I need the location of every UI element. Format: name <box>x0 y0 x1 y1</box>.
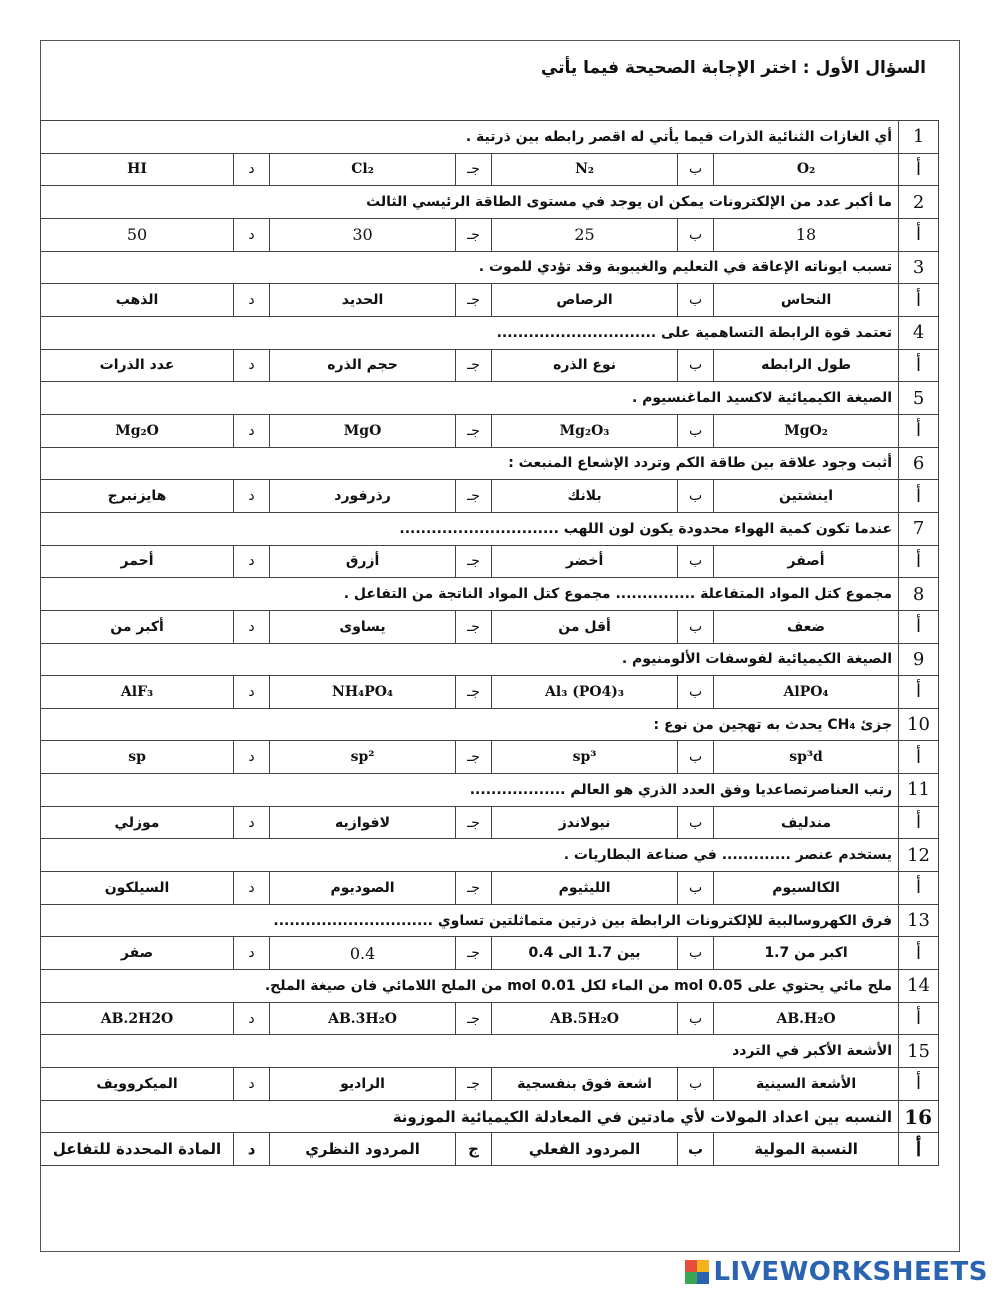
option-letter: جـ <box>456 806 492 839</box>
answer-option[interactable]: اشعة فوق بنفسجية <box>492 1068 678 1101</box>
options-row <box>41 545 939 578</box>
options-row <box>41 872 939 905</box>
option-letter: أ <box>899 610 939 643</box>
answer-option[interactable]: المادة المحددة للتفاعل <box>41 1133 234 1166</box>
answer-option[interactable]: sp² <box>270 741 456 774</box>
option-letter: أ <box>899 937 939 970</box>
question-text: ملح مائي يحتوي على 0.05 mol من الماء لكل 0.01 mol من الملح اللامائي فان صيغة الملح. <box>41 970 899 1003</box>
option-letter: ب <box>678 937 714 970</box>
option-letter: ب <box>678 1133 714 1166</box>
answer-option[interactable]: الرصاص <box>492 284 678 317</box>
option-letter: ب <box>678 1068 714 1101</box>
option-letter: جـ <box>456 480 492 513</box>
option-letter: أ <box>899 545 939 578</box>
answer-option[interactable]: MgO₂ <box>714 414 899 447</box>
question-row <box>41 774 939 807</box>
option-letter: أ <box>899 480 939 513</box>
question-row <box>41 970 939 1003</box>
option-letter: ب <box>678 741 714 774</box>
options-row <box>41 1068 939 1101</box>
option-letter: د <box>234 414 270 447</box>
answer-option[interactable]: حجم الذره <box>270 349 456 382</box>
question-number: 3 <box>899 251 939 284</box>
question-number: 14 <box>899 970 939 1003</box>
answer-option[interactable]: الذهب <box>41 284 234 317</box>
options-row <box>41 284 939 317</box>
options-row <box>41 937 939 970</box>
answer-option[interactable]: AB.3H₂O <box>270 1002 456 1035</box>
option-letter: جـ <box>456 872 492 905</box>
question-row <box>41 186 939 219</box>
answer-option[interactable]: المردود النظري <box>270 1133 456 1166</box>
answer-option[interactable]: الميكروويف <box>41 1068 234 1101</box>
answer-option[interactable]: أخضر <box>492 545 678 578</box>
answer-option[interactable]: O₂ <box>714 153 899 186</box>
question-row <box>41 708 939 741</box>
options-row <box>41 414 939 447</box>
page-title: السؤال الأول : اختر الإجابة الصحيحة فيما يأتي <box>540 58 926 78</box>
option-letter: د <box>234 1133 270 1166</box>
option-letter: أ <box>899 806 939 839</box>
question-row <box>41 512 939 545</box>
options-row <box>41 610 939 643</box>
question-row <box>41 904 939 937</box>
answer-option[interactable]: AB.2H2O <box>41 1002 234 1035</box>
answer-option[interactable]: يساوى <box>270 610 456 643</box>
option-letter: جـ <box>456 610 492 643</box>
question-row <box>41 578 939 611</box>
option-letter: أ <box>899 414 939 447</box>
option-letter: ب <box>678 153 714 186</box>
option-letter: د <box>234 806 270 839</box>
answer-option[interactable]: عدد الذرات <box>41 349 234 382</box>
question-text: تسبب ايوناته الإعاقة في التعليم والغيبوبة وقد تؤدي للموت . <box>41 251 899 284</box>
question-number: 12 <box>899 839 939 872</box>
question-number: 5 <box>899 382 939 415</box>
answer-option[interactable]: أحمر <box>41 545 234 578</box>
logo-square-red <box>685 1260 697 1272</box>
options-row <box>41 153 939 186</box>
question-text: ما أكبر عدد من الإلكترونات يمكن ان يوجد في مستوى الطاقة الرئيسي الثالث <box>41 186 899 219</box>
question-text: مجموع كتل المواد المتفاعلة ............... مجموع كتل المواد الناتجة من التفاعل . <box>41 578 899 611</box>
option-letter: جـ <box>456 218 492 251</box>
answer-option[interactable]: الكالسيوم <box>714 872 899 905</box>
answer-option[interactable]: أزرق <box>270 545 456 578</box>
answer-option[interactable]: Mg₂O <box>41 414 234 447</box>
answer-option[interactable]: AB.H₂O <box>714 1002 899 1035</box>
question-row <box>41 839 939 872</box>
option-letter: ب <box>678 414 714 447</box>
question-number: 10 <box>899 708 939 741</box>
option-letter: أ <box>899 1002 939 1035</box>
question-row <box>41 643 939 676</box>
answer-option[interactable]: هايزنبرج <box>41 480 234 513</box>
answer-option[interactable]: sp³d <box>714 741 899 774</box>
answer-option[interactable]: بلانك <box>492 480 678 513</box>
question-row <box>41 251 939 284</box>
answer-option[interactable]: الليثيوم <box>492 872 678 905</box>
answer-option[interactable]: AlF₃ <box>41 676 234 709</box>
answer-option[interactable]: اكبر من 1.7 <box>714 937 899 970</box>
question-number: 2 <box>899 186 939 219</box>
answer-option[interactable]: النسبة المولية <box>714 1133 899 1166</box>
option-letter: د <box>234 741 270 774</box>
answer-option[interactable]: اينشتين <box>714 480 899 513</box>
answer-option[interactable]: المردود الفعلي <box>492 1133 678 1166</box>
option-letter: جـ <box>456 414 492 447</box>
option-letter: أ <box>899 872 939 905</box>
answer-option[interactable]: رذرفورد <box>270 480 456 513</box>
question-text: رتب العناصرتصاعديا وفق العدد الذري هو العالم .................. <box>41 774 899 807</box>
question-text: تعتمد قوة الرابطة التساهمية على .............................. <box>41 316 899 349</box>
answer-option[interactable]: MgO <box>270 414 456 447</box>
question-text: جزئ CH₄ يحدث به تهجين من نوع : <box>41 708 899 741</box>
answer-option[interactable]: نوع الذره <box>492 349 678 382</box>
option-letter: أ <box>899 218 939 251</box>
option-letter: جـ <box>456 676 492 709</box>
option-letter: ج <box>456 1133 492 1166</box>
option-letter: جـ <box>456 1002 492 1035</box>
answer-option[interactable]: Cl₂ <box>270 153 456 186</box>
answer-option[interactable]: N₂ <box>492 153 678 186</box>
logo-text: LIVEWORKSHEETS <box>713 1257 988 1287</box>
option-letter: د <box>234 1002 270 1035</box>
option-letter: د <box>234 872 270 905</box>
answer-option[interactable]: Al₃ (PO4)₃ <box>492 676 678 709</box>
logo-square-yellow <box>697 1260 709 1272</box>
options-row <box>41 676 939 709</box>
logo-square-blue <box>697 1272 709 1284</box>
answer-option[interactable]: AB.5H₂O <box>492 1002 678 1035</box>
answer-option[interactable]: طول الرابطه <box>714 349 899 382</box>
option-letter: د <box>234 284 270 317</box>
option-letter: ب <box>678 349 714 382</box>
option-letter: جـ <box>456 741 492 774</box>
option-letter: د <box>234 937 270 970</box>
option-letter: د <box>234 218 270 251</box>
question-number: 11 <box>899 774 939 807</box>
answer-option[interactable]: ضعف <box>714 610 899 643</box>
answer-option[interactable]: أقل من <box>492 610 678 643</box>
options-row <box>41 218 939 251</box>
option-letter: ب <box>678 218 714 251</box>
question-text: فرق الكهروسالبية للإلكترونات الرابطة بين ذرتين متماثلتين تساوي .............................. <box>41 904 899 937</box>
answer-option[interactable]: موزلي <box>41 806 234 839</box>
question-text: الأشعة الأكبر في التردد <box>41 1035 899 1068</box>
question-number: 15 <box>899 1035 939 1068</box>
option-letter: جـ <box>456 153 492 186</box>
options-row <box>41 349 939 382</box>
options-row <box>41 1002 939 1035</box>
answer-option[interactable]: sp³ <box>492 741 678 774</box>
question-text: الصيغة الكيميائية لاكسيد الماغنسيوم . <box>41 382 899 415</box>
option-letter: أ <box>899 1068 939 1101</box>
option-letter: جـ <box>456 1068 492 1101</box>
option-letter: أ <box>899 741 939 774</box>
answer-option[interactable]: أصفر <box>714 545 899 578</box>
option-letter: ب <box>678 480 714 513</box>
answer-option[interactable]: أكبر من <box>41 610 234 643</box>
question-text: النسبه بين اعداد المولات لأي مادتين في المعادلة الكيميائية الموزونة <box>41 1100 899 1133</box>
option-letter: جـ <box>456 284 492 317</box>
option-letter: ب <box>678 806 714 839</box>
question-text: الصيغة الكيميائية لفوسفات الألومنيوم . <box>41 643 899 676</box>
question-number: 9 <box>899 643 939 676</box>
question-number: 16 <box>899 1100 939 1133</box>
question-row <box>41 316 939 349</box>
option-letter: د <box>234 1068 270 1101</box>
options-row <box>41 480 939 513</box>
answer-option[interactable]: بين 1.7 الى 0.4 <box>492 937 678 970</box>
answer-option[interactable]: الأشعة السينية <box>714 1068 899 1101</box>
question-number: 13 <box>899 904 939 937</box>
answer-option[interactable]: HI <box>41 153 234 186</box>
question-text: أثبت وجود علاقة بين طاقة الكم وتردد الإشعاع المنبعث : <box>41 447 899 480</box>
option-letter: د <box>234 480 270 513</box>
question-row <box>41 121 939 154</box>
questions-table <box>40 120 939 1166</box>
question-row <box>41 447 939 480</box>
answer-option[interactable]: 0.4 <box>270 937 456 970</box>
question-number: 6 <box>899 447 939 480</box>
answer-option[interactable]: لافوازيه <box>270 806 456 839</box>
question-row <box>41 1100 939 1133</box>
liveworksheets-logo <box>685 1256 988 1288</box>
option-letter: أ <box>899 349 939 382</box>
option-letter: د <box>234 545 270 578</box>
option-letter: جـ <box>456 349 492 382</box>
answer-option[interactable]: 18 <box>714 218 899 251</box>
answer-option[interactable]: الحديد <box>270 284 456 317</box>
answer-option[interactable]: نيولاندز <box>492 806 678 839</box>
option-letter: ب <box>678 284 714 317</box>
option-letter: أ <box>899 676 939 709</box>
question-row <box>41 1035 939 1068</box>
option-letter: جـ <box>456 937 492 970</box>
option-letter: د <box>234 349 270 382</box>
answer-option[interactable]: مندليف <box>714 806 899 839</box>
answer-option[interactable]: 50 <box>41 218 234 251</box>
option-letter: د <box>234 610 270 643</box>
logo-square-green <box>685 1272 697 1284</box>
option-letter: ب <box>678 872 714 905</box>
question-text: عندما تكون كمية الهواء محدودة يكون لون اللهب .............................. <box>41 512 899 545</box>
option-letter: جـ <box>456 545 492 578</box>
options-row <box>41 1133 939 1166</box>
answer-option[interactable]: sp <box>41 741 234 774</box>
option-letter: ب <box>678 1002 714 1035</box>
question-number: 4 <box>899 316 939 349</box>
answer-option[interactable]: AlPO₄ <box>714 676 899 709</box>
option-letter: أ <box>899 153 939 186</box>
question-number: 7 <box>899 512 939 545</box>
answer-option[interactable]: 25 <box>492 218 678 251</box>
option-letter: ب <box>678 610 714 643</box>
option-letter: د <box>234 153 270 186</box>
option-letter: د <box>234 676 270 709</box>
answer-option[interactable]: 30 <box>270 218 456 251</box>
answer-option[interactable]: Mg₂O₃ <box>492 414 678 447</box>
option-letter: ب <box>678 545 714 578</box>
answer-option[interactable]: الصوديوم <box>270 872 456 905</box>
answer-option[interactable]: النحاس <box>714 284 899 317</box>
answer-option[interactable]: NH₄PO₄ <box>270 676 456 709</box>
answer-option[interactable]: صفر <box>41 937 234 970</box>
option-letter: ب <box>678 676 714 709</box>
liveworksheets-logo-icon <box>685 1260 709 1284</box>
question-number: 8 <box>899 578 939 611</box>
option-letter: أ <box>899 284 939 317</box>
options-row <box>41 741 939 774</box>
options-row <box>41 806 939 839</box>
answer-option[interactable]: السيلكون <box>41 872 234 905</box>
question-row <box>41 382 939 415</box>
question-number: 1 <box>899 121 939 154</box>
question-text: يستخدم عنصر ............. في صناعة البطاريات . <box>41 839 899 872</box>
option-letter: أ <box>899 1133 939 1166</box>
question-text: أي الغازات الثنائية الذرات فيما يأتي له اقصر رابطه بين ذرتية . <box>41 121 899 154</box>
answer-option[interactable]: الراديو <box>270 1068 456 1101</box>
